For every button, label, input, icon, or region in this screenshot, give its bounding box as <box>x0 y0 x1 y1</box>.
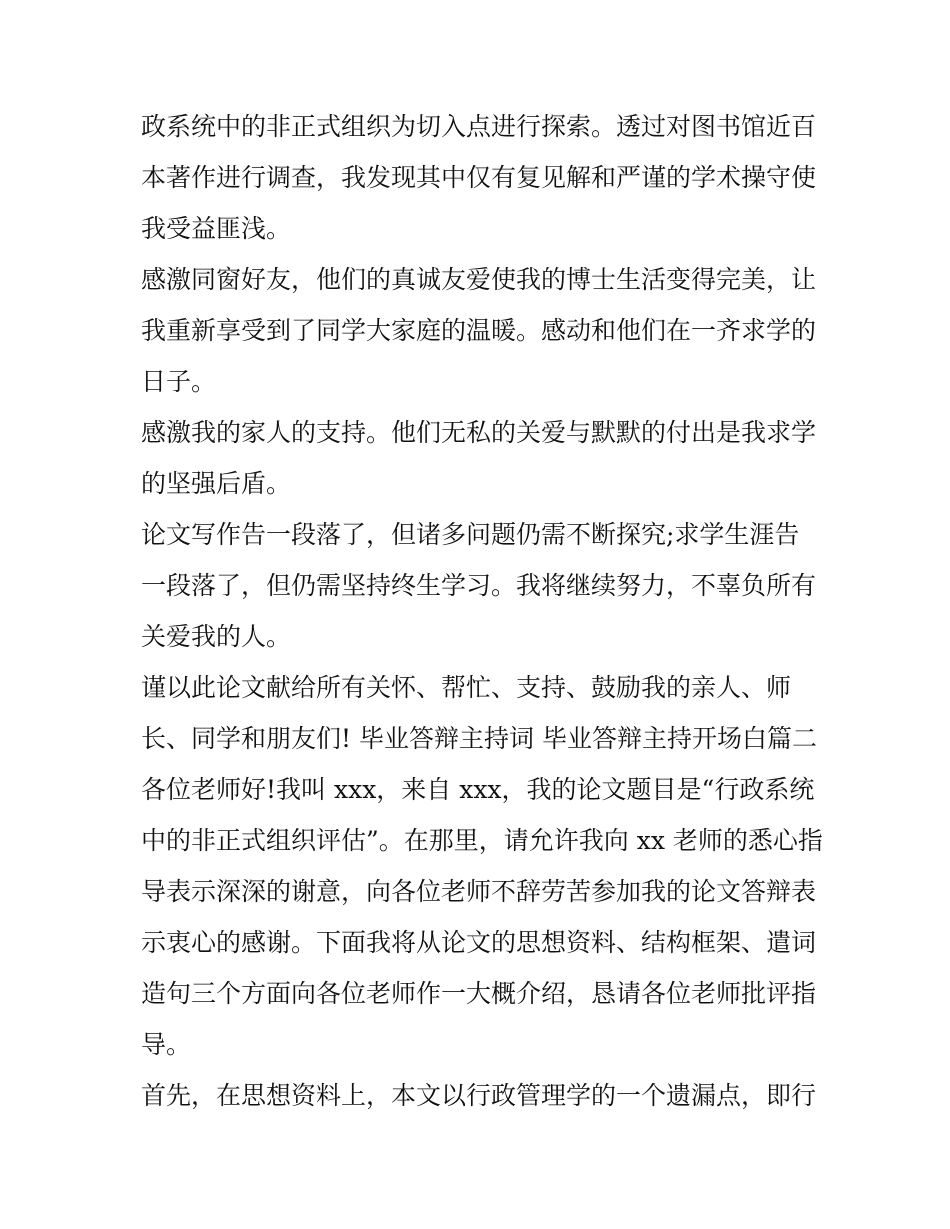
text-line: 我受益匪浅。 <box>141 214 292 243</box>
text-line: 感激我的家人的支持。他们无私的关爱与默默的付出是我求学 <box>141 418 817 447</box>
text-line: 各位老师好!我叫 xxx，来自 xxx，我的论文题目是“行政系统 <box>141 775 815 804</box>
text-line: 日子。 <box>141 367 217 396</box>
text-line: 感激同窗好友，他们的真诚友爱使我的博士生活变得完美，让 <box>141 265 817 294</box>
text-line: 导表示深深的谢意，向各位老师不辞劳苦参加我的论文答辩表 <box>141 877 817 906</box>
text-line: 一段落了，但仍需坚持终生学习。我将继续努力，不辜负所有 <box>141 571 817 600</box>
text-line: 论文写作告一段落了，但诸多问题仍需不断探究;求学生涯告 <box>141 520 800 549</box>
text-line: 本著作进行调查，我发现其中仅有复见解和严谨的学术操守使 <box>141 163 817 192</box>
text-line: 中的非正式组织评估”。在那里，请允许我向 xx 老师的悉心指 <box>141 826 823 855</box>
text-line: 谨以此论文献给所有关怀、帮忙、支持、鼓励我的亲人、师 <box>141 673 792 702</box>
text-line: 示衷心的感谢。下面我将从论文的思想资料、结构框架、遣词 <box>141 928 817 957</box>
text-line: 造句三个方面向各位老师作一大概介绍，恳请各位老师批评指 <box>141 979 817 1008</box>
text-line: 我重新享受到了同学大家庭的温暖。感动和他们在一齐求学的 <box>141 316 817 345</box>
text-line: 首先，在思想资料上，本文以行政管理学的一个遗漏点，即行 <box>141 1081 817 1110</box>
text-line: 的坚强后盾。 <box>141 469 292 498</box>
text-line: 政系统中的非正式组织为切入点进行探索。透过对图书馆近百 <box>141 112 817 141</box>
body-text <box>141 101 821 1121</box>
text-line: 长、同学和朋友们! 毕业答辩主持词 毕业答辩主持开场白篇二 <box>141 724 817 753</box>
text-line: 导。 <box>141 1030 192 1059</box>
text-line: 关爱我的人。 <box>141 622 292 651</box>
